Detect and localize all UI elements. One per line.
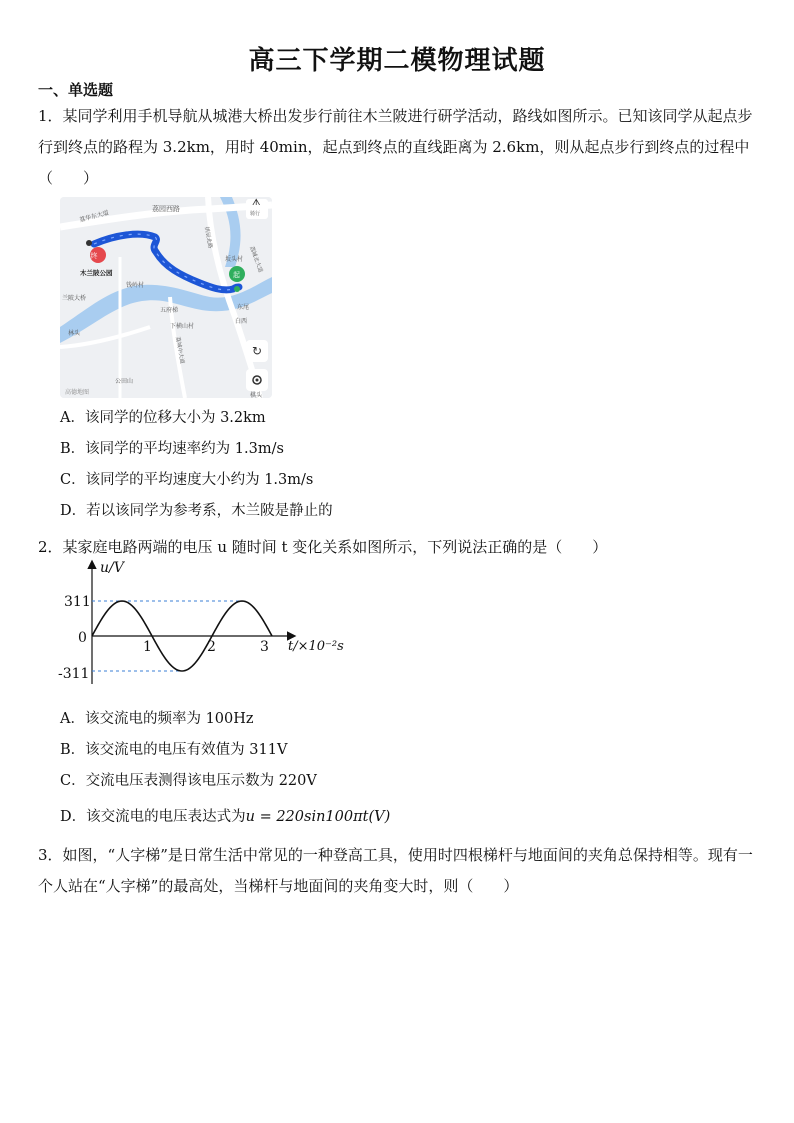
- y-tick-0: 0: [78, 630, 87, 646]
- q1-stem: 1．某同学利用手机导航从城港大桥出发步行前往木兰陂进行研学活动，路线如图所示。已知该同学从起点步行到终点的路程为 3.2km，用时 40min，起点到终点的直线距离为 2.6km，则从起点步行到终点的过程中（ ）: [38, 107, 753, 187]
- q1-option-a: A．该同学的位移大小为 3.2km: [60, 410, 266, 426]
- q1-option-d: D．若以该同学为参考系，木兰陂是静止的: [60, 503, 333, 519]
- baitou-label: 坂头村: [225, 256, 244, 263]
- voltage-graph-svg: [56, 558, 356, 698]
- y-tick-neg311: -311: [58, 666, 90, 682]
- ride-label: 骑行: [250, 211, 261, 217]
- park-label: 木兰陂公园: [80, 269, 113, 277]
- q1-option-c: C．该同学的平均速度大小约为 1.3m/s: [60, 472, 314, 488]
- q2-stem: 2．某家庭电路两端的电压 u 随时间 t 变化关系如图所示，下列说法正确的是（ ）: [38, 538, 608, 556]
- x-tick-1: 1: [143, 639, 152, 655]
- linshan-label: 林头: [68, 330, 81, 337]
- section-heading: 一、单选题: [38, 81, 114, 99]
- voltage-graph: [56, 558, 356, 702]
- q2-option-d-formula: u = 220sin100πt(V): [245, 809, 391, 825]
- q1-option-b: B．该同学的平均速率约为 1.3m/s: [60, 441, 284, 457]
- village-label: 钱岭村: [126, 282, 145, 289]
- road-mid-label: 拱辰北路: [203, 226, 213, 250]
- q2-option-c: C．交流电压表测得该电压示数为 220V: [60, 773, 317, 789]
- road-vertical-label: 荔城中大道: [174, 336, 185, 365]
- map-watermark: 高德地图: [65, 389, 90, 396]
- x-tick-3: 3: [260, 639, 269, 655]
- q3-stem: 3．如图，“人字梯”是日常生活中常见的一种登高工具，使用时四根梯杆与地面间的夹角总保持相等。现有一个人站在“人字梯”的最高处，当梯杆与地面间的夹角变大时，则（ ）: [38, 846, 753, 895]
- route-map-image: [60, 197, 272, 398]
- y-axis-label: u/V: [100, 560, 124, 576]
- y-tick-311: 311: [64, 594, 91, 610]
- bottom-label: 棋头: [250, 392, 263, 398]
- ride-icon: ᗑ: [252, 198, 261, 208]
- donghai-label: 东尾: [237, 304, 250, 311]
- x-axis-label: t/×10⁻²s: [288, 639, 344, 654]
- q2-option-d-text: D．该交流电的电压表达式为: [60, 809, 246, 825]
- road-right-label: 荔城北大道: [248, 245, 264, 274]
- gongtian-label: 公田山: [115, 378, 134, 385]
- wuhou-label: 五府梯: [160, 307, 179, 314]
- xiahengshan-label: 下横山村: [170, 323, 195, 330]
- end-marker-label: 终: [90, 252, 98, 260]
- route-map: [60, 197, 272, 398]
- road-top-label: 荔园西路: [152, 205, 180, 213]
- shuxi-label: 白西: [235, 318, 248, 325]
- start-marker-label: 起: [233, 271, 240, 279]
- q2-option-b: B．该交流电的电压有效值为 311V: [60, 742, 288, 758]
- q2-option-a: A．该交流电的频率为 100Hz: [60, 711, 254, 727]
- bridge-label: 兰陂大桥: [62, 295, 87, 302]
- x-tick-2: 2: [207, 639, 216, 655]
- q2-option-d: [60, 807, 390, 827]
- road-left-label: 荔华东大道: [78, 209, 110, 224]
- page-title: 高三下学期二模物理试题: [248, 46, 546, 76]
- refresh-icon: ↻: [251, 344, 263, 358]
